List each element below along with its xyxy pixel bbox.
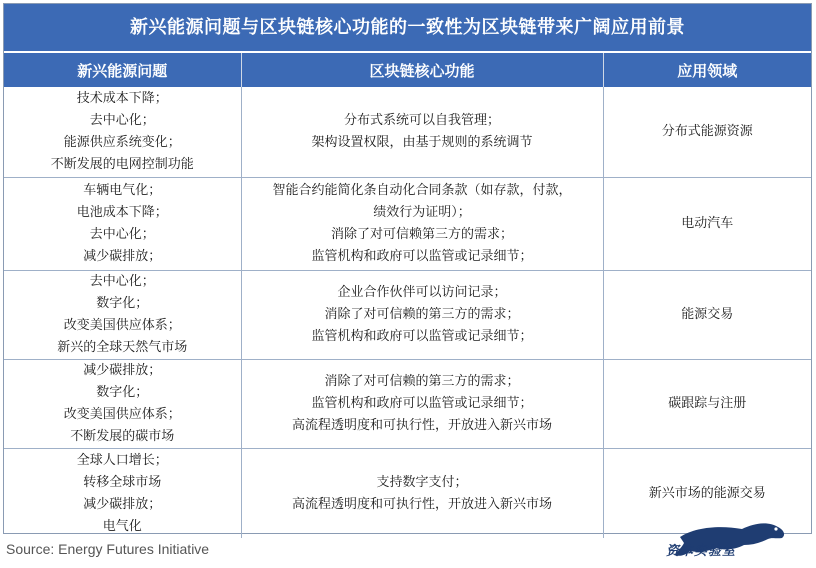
issues-cell	[4, 178, 241, 271]
cell-line: 车辆电气化；	[83, 183, 162, 198]
cell-line: 消除了对可信赖第三方的需求；	[330, 227, 513, 242]
header-issues: 新兴能源问题	[4, 53, 241, 87]
cell-line: 减少碳排放；	[83, 249, 162, 264]
cell-line: 监管机构和政府可以监管或记录细节；	[311, 249, 533, 264]
cell-line: 改变美国供应体系；	[63, 407, 181, 422]
cell-line: 电气化	[102, 518, 142, 534]
functions-cell	[241, 449, 603, 539]
comparison-table	[4, 53, 811, 538]
cell-line: 数字化；	[96, 385, 149, 400]
cell-line: 数字化；	[96, 296, 149, 311]
issues-cell	[4, 360, 241, 449]
cell-line: 减少碳排放；	[83, 496, 162, 512]
header-functions: 区块链核心功能	[241, 53, 603, 87]
issues-cell	[4, 87, 241, 178]
functions-cell	[241, 178, 603, 271]
cell-line: 消除了对可信赖的第三方的需求；	[324, 307, 520, 322]
cell-line: 去中心化；	[89, 274, 155, 289]
table-title: 新兴能源问题与区块链核心功能的一致性为区块链带来广阔应用前景	[4, 4, 811, 51]
table-row	[4, 87, 811, 178]
table-row	[4, 271, 811, 360]
cell-line: 不断发展的碳市场	[70, 429, 175, 444]
cell-line: 监管机构和政府可以监管或记录细节；	[311, 396, 533, 411]
issues-cell	[4, 271, 241, 360]
table-frame	[3, 3, 812, 534]
field-cell: 能源交易	[603, 271, 811, 360]
cell-line: 消除了对可信赖的第三方的需求；	[324, 374, 520, 389]
cell-line: 智能合约能简化条自动化合同条款（如存款，付款，	[272, 183, 572, 198]
table-row	[4, 360, 811, 449]
cell-line: 去中心化；	[89, 227, 155, 242]
header-row	[4, 53, 811, 87]
field-cell: 新兴市场的能源交易	[603, 449, 811, 539]
cell-line: 全球人口增长；	[76, 452, 168, 468]
cell-line: 架构设置权限，由基于规则的系统调节	[311, 135, 533, 150]
field-cell: 电动汽车	[603, 178, 811, 271]
cell-line: 绩效行为证明）；	[373, 205, 471, 220]
cell-line: 分布式系统可以自我管理；	[343, 113, 500, 128]
watermark-text: 资本实验室	[666, 544, 737, 559]
cell-line: 技术成本下降；	[76, 91, 168, 106]
cell-line: 企业合作伙伴可以访问记录；	[337, 285, 507, 300]
cell-line: 转移全球市场	[83, 474, 162, 490]
source-note: Source: Energy Futures Initiative	[6, 541, 210, 557]
cell-line: 高流程透明度和可执行性，开放进入新兴市场	[291, 496, 552, 512]
field-cell: 分布式能源资源	[661, 124, 753, 139]
cell-line: 电池成本下降；	[76, 205, 168, 220]
cell-line: 监管机构和政府可以监管或记录细节；	[311, 329, 533, 344]
cell-line: 新兴的全球天然气市场	[57, 340, 188, 355]
functions-cell	[241, 271, 603, 360]
cell-line: 不断发展的电网控制功能	[50, 157, 194, 172]
cell-line: 减少碳排放；	[83, 363, 162, 378]
functions-cell	[241, 87, 603, 178]
cell-line: 高流程透明度和可执行性，开放进入新兴市场	[291, 418, 552, 433]
table-row	[4, 178, 811, 271]
cell-line: 改变美国供应体系；	[63, 318, 181, 333]
field-cell: 碳跟踪与注册	[603, 360, 811, 449]
functions-cell	[241, 360, 603, 449]
cell-line: 去中心化；	[89, 113, 155, 128]
cell-line: 支持数字支付；	[376, 474, 468, 490]
issues-cell	[4, 449, 241, 539]
cell-line: 能源供应系统变化；	[63, 135, 181, 150]
header-field: 应用领域	[603, 53, 811, 87]
